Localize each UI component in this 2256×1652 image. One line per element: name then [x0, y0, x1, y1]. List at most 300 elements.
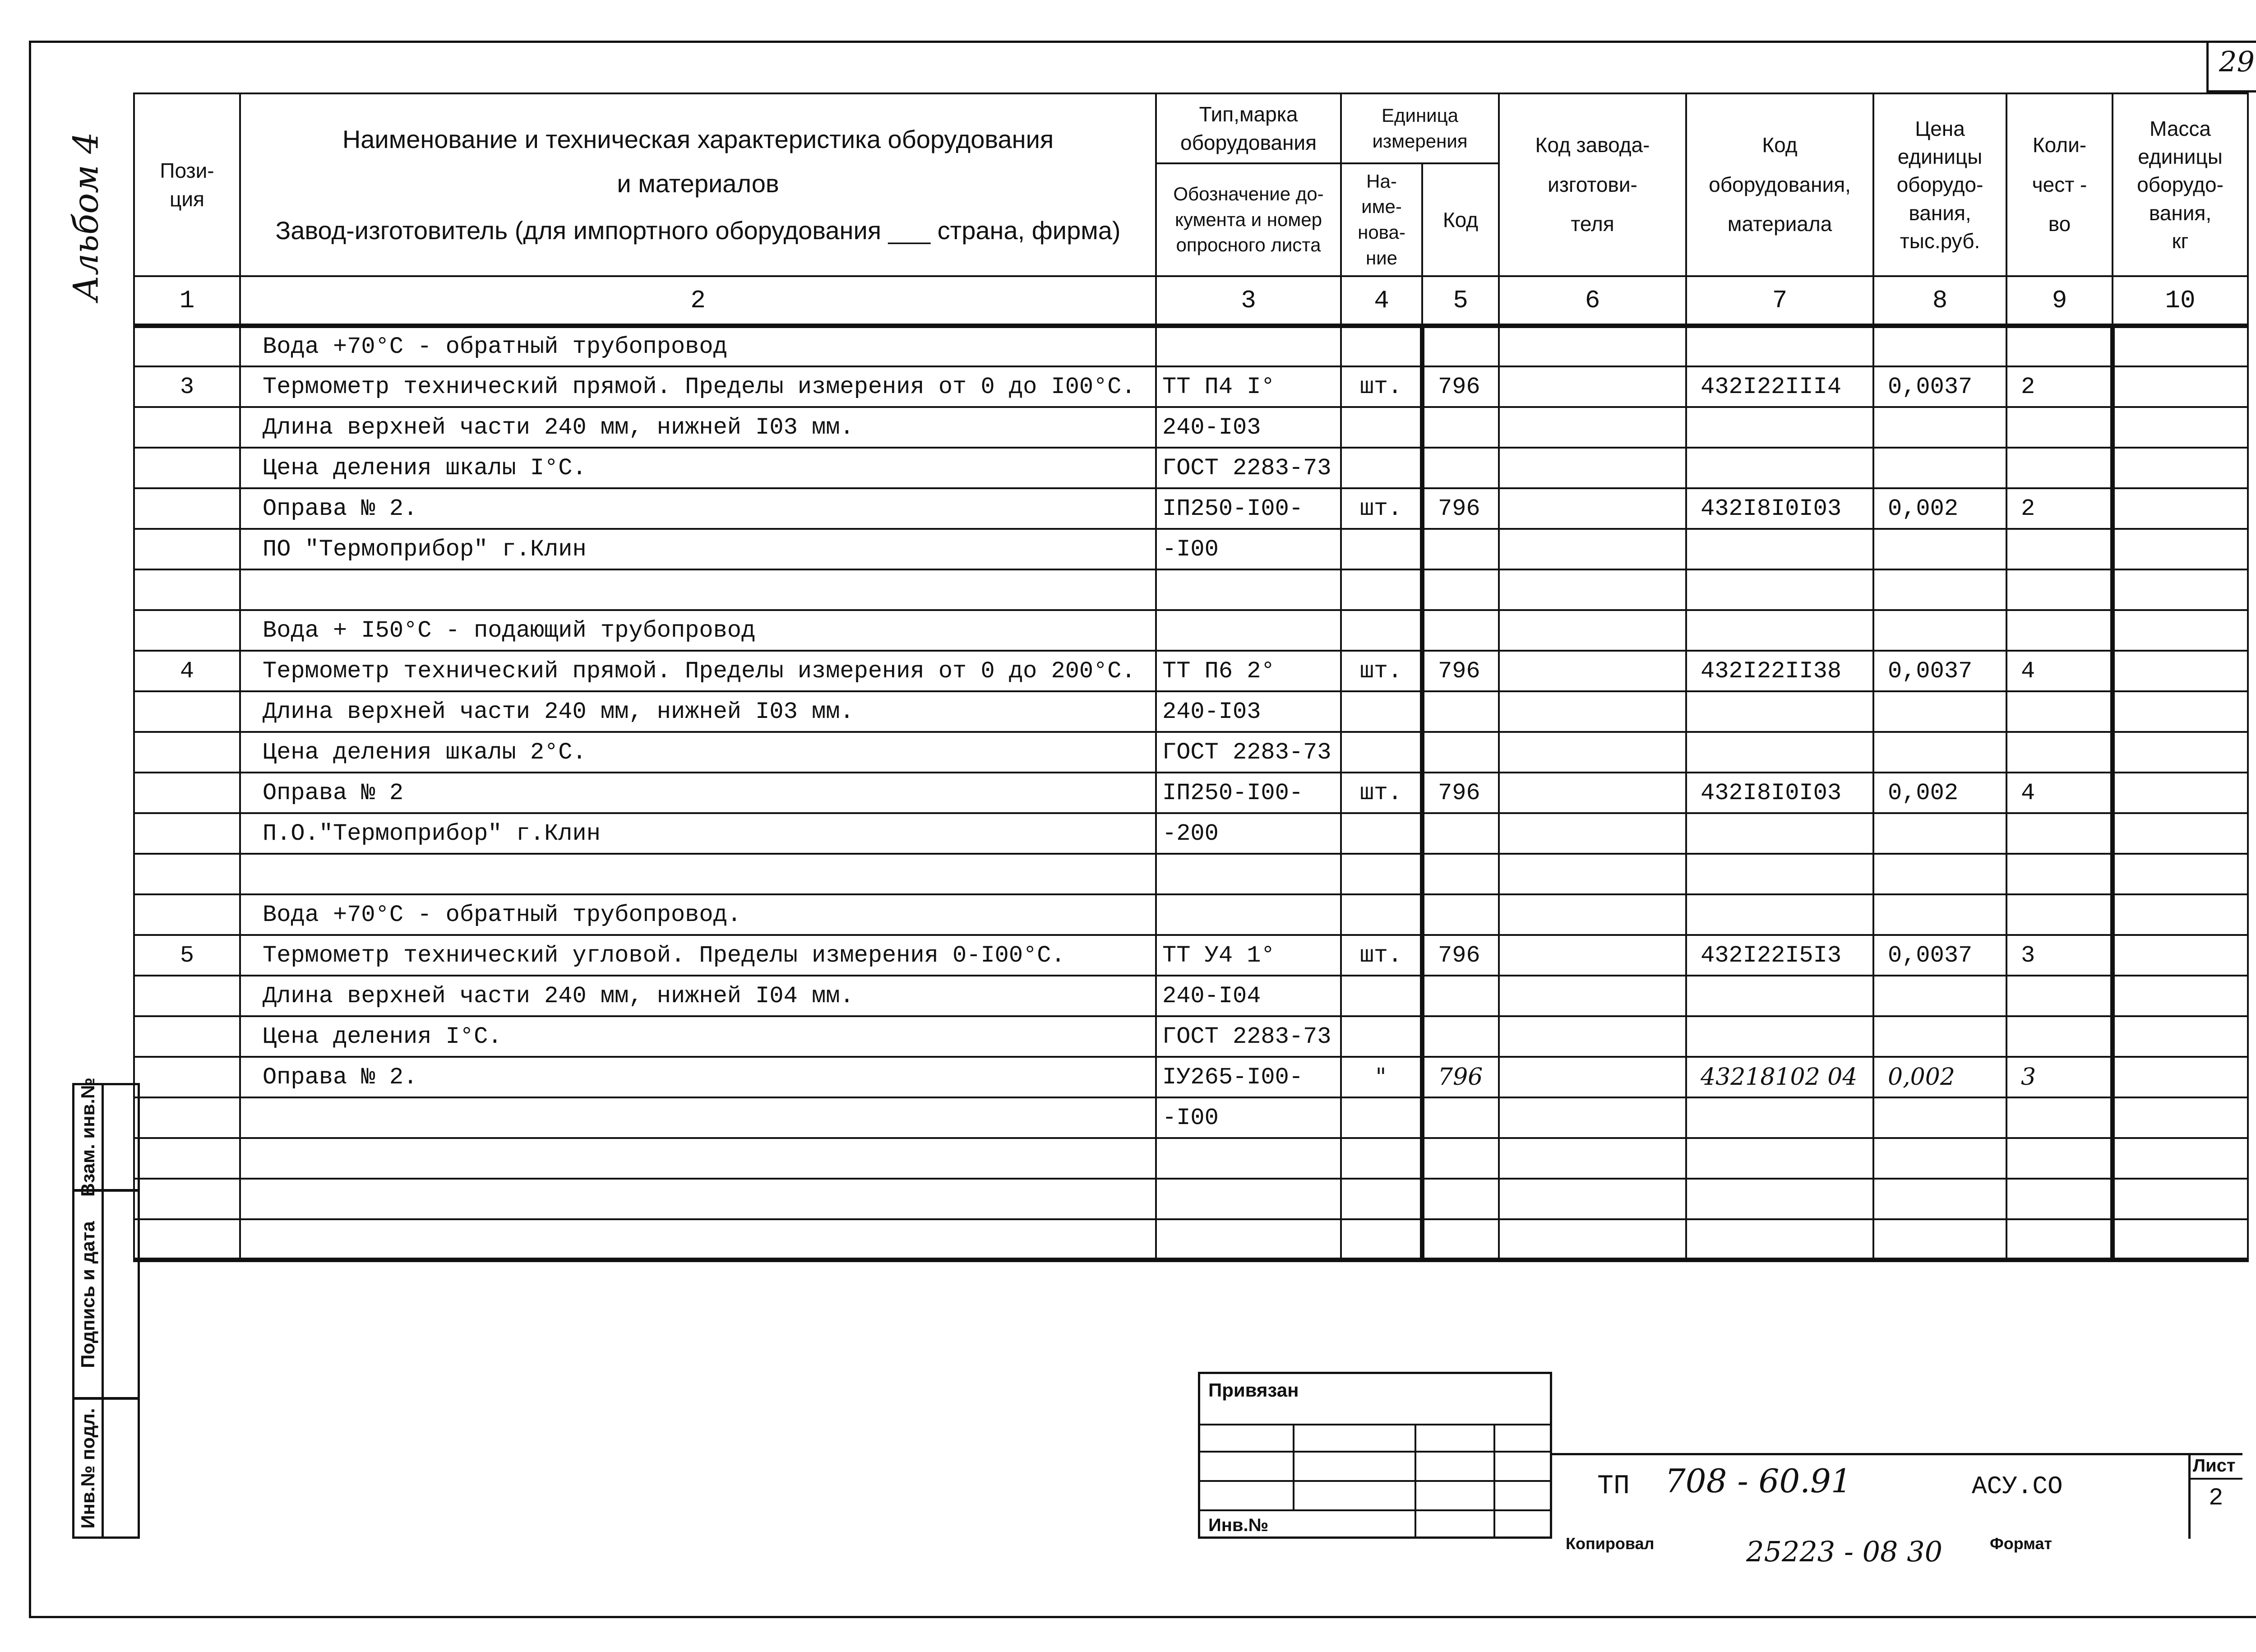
table-cell-col7: 432I8I0I03 — [1686, 488, 1873, 529]
table-cell-col6 — [1499, 366, 1686, 407]
list-label: Лист — [2193, 1456, 2236, 1476]
table-cell-col5: 796 — [1422, 366, 1499, 407]
table-cell-col3 — [1156, 326, 1341, 366]
col-number: 1 — [134, 276, 240, 326]
table-cell-col8 — [1873, 976, 2006, 1016]
table-cell-col2: Оправа № 2. — [240, 488, 1156, 529]
table-cell-col10 — [2113, 732, 2248, 773]
table-row — [134, 1138, 2248, 1179]
table-row — [134, 732, 2248, 773]
side-podpis-box — [72, 1189, 140, 1399]
table-cell-col10 — [2113, 1138, 2248, 1179]
table-cell-col2: Вода +70°С - обратный трубопровод — [240, 326, 1156, 366]
table-cell-col5 — [1422, 610, 1499, 651]
header-type: Тип,марка оборудования — [1156, 93, 1341, 163]
table-cell-col10 — [2113, 773, 2248, 813]
table-row — [134, 326, 2248, 366]
header-equip-code: Код оборудования, материала — [1686, 93, 1873, 276]
table-cell-col9: 2 — [2006, 366, 2113, 407]
table-cell-col3: IУ265-I00- — [1156, 1057, 1341, 1097]
table-cell-col6 — [1499, 854, 1686, 894]
table-cell-col6 — [1499, 407, 1686, 448]
header-unit-name: На- име- нова- ние — [1341, 163, 1422, 276]
table-cell-col1 — [134, 1057, 240, 1097]
table-cell-col3 — [1156, 1219, 1341, 1260]
table-cell-col2: Длина верхней части 240 мм, нижней I04 мм. — [240, 976, 1156, 1016]
table-cell-col3: ТТ У4 1° — [1156, 935, 1341, 976]
table-cell-col5: 796 — [1422, 1057, 1499, 1097]
table-cell-col3: 240-I03 — [1156, 691, 1341, 732]
col-number: 3 — [1156, 276, 1341, 326]
table-cell-col10 — [2113, 448, 2248, 488]
table-row — [134, 651, 2248, 691]
table-cell-col3: ТТ П4 I° — [1156, 366, 1341, 407]
col-number: 6 — [1499, 276, 1686, 326]
table-cell-col7 — [1686, 448, 1873, 488]
table-cell-col4 — [1341, 610, 1422, 651]
table-cell-col7 — [1686, 1097, 1873, 1138]
table-cell-col7: 432I22III4 — [1686, 366, 1873, 407]
table-cell-col10 — [2113, 854, 2248, 894]
table-row — [134, 1179, 2248, 1219]
table-row — [134, 407, 2248, 448]
table-cell-col9 — [2006, 448, 2113, 488]
table-row — [134, 1057, 2248, 1097]
table-cell-col5 — [1422, 691, 1499, 732]
sheet-number: 29 — [2219, 45, 2255, 78]
attached-label: Привязан — [1208, 1379, 1299, 1401]
table-cell-col4: " — [1341, 1057, 1422, 1097]
header-name — [240, 93, 1156, 276]
table-cell-col9 — [2006, 976, 2113, 1016]
column-numbers-row — [134, 276, 2248, 326]
stamp-line — [1493, 1424, 1495, 1539]
col-number: 7 — [1686, 276, 1873, 326]
table-cell-col7: 43218102 04 — [1686, 1057, 1873, 1097]
table-cell-col6 — [1499, 1057, 1686, 1097]
table-cell-col9 — [2006, 1219, 2113, 1260]
table-cell-col5 — [1422, 894, 1499, 935]
table-cell-col3: ГОСТ 2283-73 — [1156, 1016, 1341, 1057]
col-number: 8 — [1873, 276, 2006, 326]
table-cell-col1 — [134, 894, 240, 935]
table-cell-col3: ТТ П6 2° — [1156, 651, 1341, 691]
table-cell-col1 — [134, 488, 240, 529]
table-cell-col1 — [134, 1016, 240, 1057]
table-cell-col3: ГОСТ 2283-73 — [1156, 732, 1341, 773]
table-cell-col1 — [134, 732, 240, 773]
table-cell-col9 — [2006, 732, 2113, 773]
col-number: 5 — [1422, 276, 1499, 326]
side-vzam-label: Взам. инв.№ — [77, 1078, 98, 1197]
table-row — [134, 366, 2248, 407]
table-cell-col2: Вода +70°С - обратный трубопровод. — [240, 894, 1156, 935]
table-cell-col7 — [1686, 732, 1873, 773]
table-cell-col4 — [1341, 1097, 1422, 1138]
table-cell-col7: 432I8I0I03 — [1686, 773, 1873, 813]
table-cell-col4: шт. — [1341, 366, 1422, 407]
table-row — [134, 773, 2248, 813]
table-cell-col3: IП250-I00- — [1156, 488, 1341, 529]
table-cell-col8: 0,002 — [1873, 773, 2006, 813]
table-row — [134, 1016, 2248, 1057]
table-cell-col4 — [1341, 1179, 1422, 1219]
table-cell-col6 — [1499, 488, 1686, 529]
header-position: Пози- ция — [134, 93, 240, 276]
table-cell-col4 — [1341, 529, 1422, 569]
table-row — [134, 610, 2248, 651]
table-cell-col5 — [1422, 1219, 1499, 1260]
table-cell-col7: 432I22II38 — [1686, 651, 1873, 691]
table-cell-col1 — [134, 1138, 240, 1179]
table-cell-col4 — [1341, 407, 1422, 448]
table-cell-col6 — [1499, 448, 1686, 488]
table-cell-col10 — [2113, 651, 2248, 691]
copied-label: Копировал — [1566, 1534, 1655, 1553]
table-cell-col4 — [1341, 1138, 1422, 1179]
table-cell-col7 — [1686, 1138, 1873, 1179]
table-cell-col2: Цена деления шкалы I°С. — [240, 448, 1156, 488]
table-cell-col5 — [1422, 854, 1499, 894]
table-cell-col1 — [134, 854, 240, 894]
table-cell-col7 — [1686, 326, 1873, 366]
table-cell-col4 — [1341, 448, 1422, 488]
table-cell-col2: ПО "Термоприбор" г.Клин — [240, 529, 1156, 569]
table-cell-col3: 240-I04 — [1156, 976, 1341, 1016]
table-cell-col1 — [134, 773, 240, 813]
table-cell-col2 — [240, 1179, 1156, 1219]
album-label: Альбом 4 — [65, 132, 106, 301]
table-cell-col5 — [1422, 1016, 1499, 1057]
table-cell-col2 — [240, 569, 1156, 610]
table-cell-col9 — [2006, 529, 2113, 569]
table-cell-col8 — [1873, 610, 2006, 651]
table-cell-col8 — [1873, 1219, 2006, 1260]
table-cell-col5 — [1422, 976, 1499, 1016]
table-cell-col4: шт. — [1341, 651, 1422, 691]
table-cell-col7 — [1686, 854, 1873, 894]
table-cell-col8 — [1873, 1016, 2006, 1057]
doc-number: 708 - 60.91 — [1665, 1462, 1852, 1500]
table-cell-col5 — [1422, 529, 1499, 569]
table-cell-col10 — [2113, 610, 2248, 651]
table-cell-col8 — [1873, 407, 2006, 448]
table-cell-col4 — [1341, 1219, 1422, 1260]
table-cell-col6 — [1499, 1097, 1686, 1138]
table-cell-col4 — [1341, 854, 1422, 894]
stamp-line — [1293, 1424, 1294, 1509]
table-cell-col2 — [240, 1219, 1156, 1260]
table-cell-col3: IП250-I00- — [1156, 773, 1341, 813]
table-cell-col4 — [1341, 732, 1422, 773]
table-cell-col8: 0,0037 — [1873, 366, 2006, 407]
side-podpis-label-box — [74, 1192, 104, 1397]
table-cell-col2 — [240, 1097, 1156, 1138]
table-cell-col5 — [1422, 326, 1499, 366]
stamp-line — [1198, 1480, 1552, 1482]
table-cell-col10 — [2113, 488, 2248, 529]
table-cell-col4: шт. — [1341, 935, 1422, 976]
table-cell-col1 — [134, 1179, 240, 1219]
table-row — [134, 569, 2248, 610]
table-cell-col6 — [1499, 1219, 1686, 1260]
table-cell-col1 — [134, 448, 240, 488]
table-row — [134, 691, 2248, 732]
table-cell-col4: шт. — [1341, 773, 1422, 813]
table-cell-col6 — [1499, 1179, 1686, 1219]
table-cell-col4 — [1341, 569, 1422, 610]
col-number: 10 — [2113, 276, 2248, 326]
table-cell-col6 — [1499, 894, 1686, 935]
table-cell-col5: 796 — [1422, 651, 1499, 691]
table-cell-col9 — [2006, 569, 2113, 610]
header-name-line2: и материалов — [617, 169, 779, 198]
table-cell-col9: 2 — [2006, 488, 2113, 529]
table-cell-col7 — [1686, 407, 1873, 448]
table-cell-col2: П.О."Термоприбор" г.Клин — [240, 813, 1156, 854]
table-cell-col2: Термометр технический угловой. Пределы измерения 0-I00°С. — [240, 935, 1156, 976]
table-cell-col9 — [2006, 1097, 2113, 1138]
table-cell-col9 — [2006, 326, 2113, 366]
table-cell-col4 — [1341, 894, 1422, 935]
table-cell-col7 — [1686, 529, 1873, 569]
stamp-line — [1415, 1424, 1416, 1539]
table-cell-col1 — [134, 691, 240, 732]
table-cell-col3: ГОСТ 2283-73 — [1156, 448, 1341, 488]
table-cell-col3 — [1156, 569, 1341, 610]
header-price: Цена единицы оборудо- вания, тыс.руб. — [1873, 93, 2006, 276]
table-cell-col6 — [1499, 935, 1686, 976]
album-label-box — [65, 132, 106, 301]
table-cell-col4 — [1341, 976, 1422, 1016]
table-cell-col8 — [1873, 732, 2006, 773]
table-cell-col6 — [1499, 1138, 1686, 1179]
header-name-line1: Наименование и техническая характеристика оборудования — [342, 125, 1054, 153]
table-cell-col5 — [1422, 569, 1499, 610]
table-cell-col3 — [1156, 1138, 1341, 1179]
side-inv-label-box — [74, 1400, 104, 1536]
table-cell-col8 — [1873, 529, 2006, 569]
table-cell-col10 — [2113, 935, 2248, 976]
table-cell-col1 — [134, 1219, 240, 1260]
table-cell-col7 — [1686, 569, 1873, 610]
header-mass: Масса единицы оборудо- вания, кг — [2113, 93, 2248, 276]
table-cell-col1: 3 — [134, 366, 240, 407]
table-cell-col9 — [2006, 1138, 2113, 1179]
table-row — [134, 894, 2248, 935]
table-cell-col2: Вода + I50°С - подающий трубопровод — [240, 610, 1156, 651]
col-number: 4 — [1341, 276, 1422, 326]
table-cell-col6 — [1499, 610, 1686, 651]
table-cell-col7 — [1686, 894, 1873, 935]
table-cell-col2: Цена деления I°С. — [240, 1016, 1156, 1057]
table-cell-col9 — [2006, 407, 2113, 448]
table-cell-col10 — [2113, 366, 2248, 407]
copied-number: 25223 - 08 30 — [1746, 1535, 1943, 1568]
list-number: 2 — [2209, 1485, 2224, 1512]
table-cell-col9: 3 — [2006, 935, 2113, 976]
table-cell-col9: 4 — [2006, 773, 2113, 813]
table-cell-col10 — [2113, 1219, 2248, 1260]
table-cell-col2: Цена деления шкалы 2°С. — [240, 732, 1156, 773]
header-type-doc: Обозначение до- кумента и номер опросного листа — [1156, 163, 1341, 276]
table-cell-col6 — [1499, 1016, 1686, 1057]
table-cell-col8 — [1873, 813, 2006, 854]
header-unit-code: Код — [1422, 163, 1499, 276]
table-cell-col10 — [2113, 1097, 2248, 1138]
table-cell-col5 — [1422, 1179, 1499, 1219]
header-factory-code: Код завода- изготови- теля — [1499, 93, 1686, 276]
table-cell-col4: шт. — [1341, 488, 1422, 529]
table-cell-col10 — [2113, 1016, 2248, 1057]
table-cell-col10 — [2113, 894, 2248, 935]
table-cell-col10 — [2113, 813, 2248, 854]
table-cell-col7 — [1686, 1179, 1873, 1219]
table-cell-col4 — [1341, 1016, 1422, 1057]
table-cell-col1: 5 — [134, 935, 240, 976]
table-cell-col1 — [134, 813, 240, 854]
table-cell-col9 — [2006, 854, 2113, 894]
col-number: 9 — [2006, 276, 2113, 326]
table-cell-col8 — [1873, 326, 2006, 366]
table-cell-col3 — [1156, 894, 1341, 935]
table-cell-col1 — [134, 529, 240, 569]
table-cell-col6 — [1499, 529, 1686, 569]
title-block — [1552, 1453, 2242, 1539]
table-cell-col9: 3 — [2006, 1057, 2113, 1097]
table-cell-col10 — [2113, 569, 2248, 610]
table-cell-col8 — [1873, 1179, 2006, 1219]
table-cell-col9 — [2006, 1179, 2113, 1219]
side-inv-label: Инв.№ подл. — [77, 1407, 98, 1529]
table-cell-col2: Термометр технический прямой. Пределы измерения от 0 до I00°С. — [240, 366, 1156, 407]
table-cell-col1 — [134, 1097, 240, 1138]
table-row — [134, 1097, 2248, 1138]
table-row — [134, 488, 2248, 529]
table-cell-col6 — [1499, 773, 1686, 813]
table-row — [134, 813, 2248, 854]
table-row — [134, 976, 2248, 1016]
table-row — [134, 1219, 2248, 1260]
header-row-1 — [134, 93, 2248, 163]
table-cell-col1 — [134, 610, 240, 651]
table-cell-col4 — [1341, 691, 1422, 732]
table-cell-col8 — [1873, 569, 2006, 610]
table-cell-col1: 4 — [134, 651, 240, 691]
table-cell-col3: -I00 — [1156, 1097, 1341, 1138]
table-cell-col7 — [1686, 691, 1873, 732]
table-cell-col6 — [1499, 976, 1686, 1016]
table-cell-col8 — [1873, 894, 2006, 935]
table-cell-col6 — [1499, 326, 1686, 366]
table-cell-col7 — [1686, 1016, 1873, 1057]
specification-table — [133, 93, 2249, 1262]
header-qty: Коли- чест - во — [2006, 93, 2113, 276]
table-cell-col5: 796 — [1422, 935, 1499, 976]
table-cell-col2: Длина верхней части 240 мм, нижней I03 мм. — [240, 691, 1156, 732]
table-cell-col7 — [1686, 813, 1873, 854]
doc-prefix: ТП — [1597, 1471, 1630, 1502]
table-cell-col3: -200 — [1156, 813, 1341, 854]
table-cell-col9 — [2006, 813, 2113, 854]
side-inv-box — [72, 1397, 140, 1539]
table-cell-col4 — [1341, 813, 1422, 854]
format-label: Формат — [1990, 1534, 2053, 1553]
table-cell-col5 — [1422, 732, 1499, 773]
table-cell-col10 — [2113, 407, 2248, 448]
table-cell-col9 — [2006, 691, 2113, 732]
table-row — [134, 448, 2248, 488]
header-unit: Единица измерения — [1341, 93, 1499, 163]
table-cell-col3 — [1156, 610, 1341, 651]
table-cell-col9 — [2006, 894, 2113, 935]
table-cell-col5 — [1422, 1097, 1499, 1138]
list-divider — [2188, 1478, 2242, 1480]
table-cell-col8 — [1873, 854, 2006, 894]
table-cell-col6 — [1499, 651, 1686, 691]
table-cell-col2 — [240, 854, 1156, 894]
table-cell-col1 — [134, 569, 240, 610]
table-cell-col5 — [1422, 448, 1499, 488]
table-cell-col8 — [1873, 1097, 2006, 1138]
doc-suffix: АСУ.СО — [1972, 1472, 2063, 1501]
table-cell-col5 — [1422, 813, 1499, 854]
table-cell-col5: 796 — [1422, 488, 1499, 529]
header-name-line3: Завод-изготовитель (для импортного оборудования ___ страна, фирма) — [275, 216, 1121, 245]
table-cell-col9 — [2006, 610, 2113, 651]
table-cell-col2: Оправа № 2 — [240, 773, 1156, 813]
table-row — [134, 854, 2248, 894]
table-cell-col10 — [2113, 529, 2248, 569]
table-cell-col3 — [1156, 854, 1341, 894]
table-cell-col10 — [2113, 1179, 2248, 1219]
table-cell-col6 — [1499, 569, 1686, 610]
table-cell-col6 — [1499, 813, 1686, 854]
table-cell-col7 — [1686, 1219, 1873, 1260]
side-vzam-label-box — [74, 1078, 104, 1197]
table-cell-col7: 432I22I5I3 — [1686, 935, 1873, 976]
table-row — [134, 935, 2248, 976]
table-cell-col9: 4 — [2006, 651, 2113, 691]
table-cell-col8: 0,002 — [1873, 488, 2006, 529]
stamp-line — [1198, 1424, 1552, 1425]
table-cell-col2: Оправа № 2. — [240, 1057, 1156, 1097]
table-cell-col8: 0,002 — [1873, 1057, 2006, 1097]
attached-stamp — [1198, 1372, 1552, 1539]
table-cell-col8: 0,0037 — [1873, 935, 2006, 976]
table-cell-col2 — [240, 1138, 1156, 1179]
table-cell-col10 — [2113, 326, 2248, 366]
table-cell-col10 — [2113, 691, 2248, 732]
table-cell-col10 — [2113, 976, 2248, 1016]
side-podpis-label: Подпись и дата — [77, 1221, 98, 1368]
table-cell-col3: -I00 — [1156, 529, 1341, 569]
table-cell-col2: Длина верхней части 240 мм, нижней I03 мм. — [240, 407, 1156, 448]
table-cell-col1 — [134, 407, 240, 448]
inv-label: Инв.№ — [1208, 1515, 1269, 1535]
table-cell-col5 — [1422, 407, 1499, 448]
table-cell-col4 — [1341, 326, 1422, 366]
side-vzam-box — [72, 1078, 140, 1197]
table-cell-col1 — [134, 976, 240, 1016]
stamp-line — [1198, 1509, 1552, 1511]
table-cell-col6 — [1499, 691, 1686, 732]
table-cell-col3 — [1156, 1179, 1341, 1219]
table-cell-col8 — [1873, 1138, 2006, 1179]
table-cell-col8 — [1873, 691, 2006, 732]
table-cell-col7 — [1686, 976, 1873, 1016]
table-cell-col7 — [1686, 610, 1873, 651]
